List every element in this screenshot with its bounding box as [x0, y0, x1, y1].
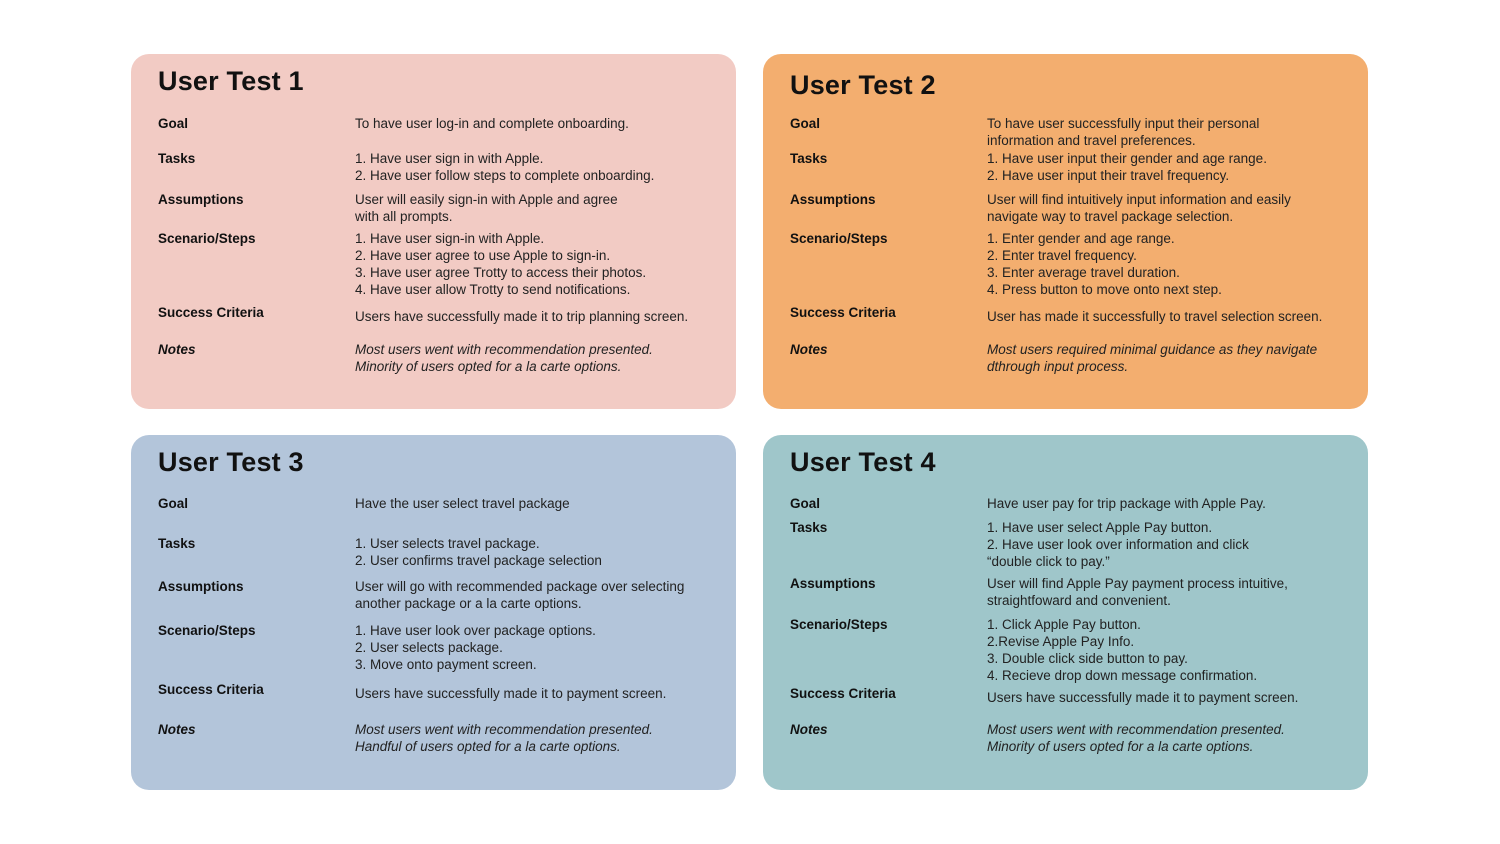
tasks-line: “double click to pay.”	[987, 554, 1110, 569]
success-criteria-line: Users have successfully made it to payment screen.	[355, 686, 667, 701]
assumptions-label: Assumptions	[790, 192, 876, 207]
goal-line: Have user pay for trip package with Apple Pay.	[987, 496, 1266, 511]
scenario-steps-value	[987, 230, 1357, 298]
assumptions-label: Assumptions	[158, 579, 244, 594]
scenario-steps-value	[355, 230, 725, 298]
tasks-value	[987, 519, 1357, 570]
assumptions-line: another package or a la carte options.	[355, 596, 582, 611]
tasks-line: 2. Have user input their travel frequency.	[987, 168, 1230, 183]
success-criteria-line: Users have successfully made it to payment screen.	[987, 690, 1299, 705]
card-title: User Test 3	[158, 447, 304, 477]
notes-line: Minority of users opted for a la carte options.	[355, 359, 622, 374]
goal-line: To have user log-in and complete onboarding.	[355, 116, 629, 131]
user-test-card-3	[131, 435, 736, 790]
assumptions-value	[355, 191, 725, 225]
tasks-label: Tasks	[158, 536, 196, 551]
card-title: User Test 1	[158, 66, 304, 96]
assumptions-label: Assumptions	[790, 576, 876, 591]
tasks-label: Tasks	[790, 520, 828, 535]
assumptions-line: with all prompts.	[355, 209, 453, 224]
user-test-card-4	[763, 435, 1368, 790]
scenario-step-line: 2. User selects package.	[355, 640, 503, 655]
notes-line: Most users went with recommendation presented.	[355, 342, 653, 357]
tasks-line: 2. User confirms travel package selection	[355, 553, 602, 568]
tasks-value	[987, 150, 1357, 184]
tasks-line: 1. Have user sign in with Apple.	[355, 151, 544, 166]
goal-line: Have the user select travel package	[355, 496, 570, 511]
success-criteria-label: Success Criteria	[790, 305, 896, 320]
goal-line: To have user successfully input their personal	[987, 116, 1260, 131]
notes-line: Minority of users opted for a la carte options.	[987, 739, 1254, 754]
tasks-label: Tasks	[158, 151, 196, 166]
notes-value	[355, 341, 725, 375]
success-criteria-value	[355, 685, 725, 702]
scenario-steps-value	[987, 616, 1357, 684]
notes-label: Notes	[790, 342, 828, 357]
scenario-steps-label: Scenario/Steps	[790, 617, 888, 632]
notes-line: dthrough input process.	[987, 359, 1129, 374]
goal-value	[355, 495, 725, 512]
user-test-card-2	[763, 54, 1368, 409]
scenario-steps-label: Scenario/Steps	[158, 231, 256, 246]
success-criteria-value	[355, 308, 725, 325]
goal-value	[987, 495, 1357, 512]
assumptions-line: User will go with recommended package over selecting	[355, 579, 685, 594]
scenario-step-line: 2.Revise Apple Pay Info.	[987, 634, 1135, 649]
scenario-step-line: 4. Recieve drop down message confirmation.	[987, 668, 1258, 683]
scenario-step-line: 3. Enter average travel duration.	[987, 265, 1180, 280]
assumptions-line: straightfoward and convenient.	[987, 593, 1171, 608]
assumptions-value	[987, 191, 1357, 225]
notes-value	[987, 721, 1357, 755]
user-test-card-1	[131, 54, 736, 409]
scenario-step-line: 3. Move onto payment screen.	[355, 657, 537, 672]
goal-label: Goal	[790, 116, 821, 131]
scenario-step-line: 1. Have user sign-in with Apple.	[355, 231, 545, 246]
goal-label: Goal	[158, 116, 189, 131]
scenario-steps-label: Scenario/Steps	[790, 231, 888, 246]
scenario-step-line: 1. Click Apple Pay button.	[987, 617, 1141, 632]
tasks-line: 1. Have user select Apple Pay button.	[987, 520, 1213, 535]
tasks-value	[355, 150, 725, 184]
notes-line: Most users required minimal guidance as they navigate	[987, 342, 1318, 357]
notes-value	[987, 341, 1357, 375]
scenario-step-line: 1. Enter gender and age range.	[987, 231, 1175, 246]
tasks-line: 1. User selects travel package.	[355, 536, 540, 551]
scenario-steps-label: Scenario/Steps	[158, 623, 256, 638]
success-criteria-label: Success Criteria	[790, 686, 896, 701]
tasks-line: 2. Have user look over information and click	[987, 537, 1249, 552]
success-criteria-value	[987, 308, 1357, 325]
goal-label: Goal	[158, 496, 189, 511]
goal-label: Goal	[790, 496, 821, 511]
notes-line: Most users went with recommendation presented.	[987, 722, 1285, 737]
notes-label: Notes	[158, 722, 196, 737]
assumptions-value	[987, 575, 1357, 609]
card-title: User Test 2	[790, 70, 936, 100]
success-criteria-line: User has made it successfully to travel selection screen.	[987, 309, 1323, 324]
notes-label: Notes	[158, 342, 196, 357]
scenario-step-line: 3. Have user agree Trotty to access their photos.	[355, 265, 647, 280]
scenario-step-line: 3. Double click side button to pay.	[987, 651, 1188, 666]
assumptions-line: User will find Apple Pay payment process intuitive,	[987, 576, 1288, 591]
tasks-line: 2. Have user follow steps to complete onboarding.	[355, 168, 655, 183]
goal-value	[987, 115, 1357, 149]
card-title: User Test 4	[790, 447, 936, 477]
success-criteria-label: Success Criteria	[158, 682, 264, 697]
assumptions-line: navigate way to travel package selection.	[987, 209, 1234, 224]
goal-value	[355, 115, 725, 132]
scenario-steps-value	[355, 622, 725, 673]
tasks-line: 1. Have user input their gender and age range.	[987, 151, 1267, 166]
scenario-step-line: 1. Have user look over package options.	[355, 623, 596, 638]
scenario-step-line: 4. Press button to move onto next step.	[987, 282, 1222, 297]
scenario-step-line: 2. Have user agree to use Apple to sign-in.	[355, 248, 611, 263]
scenario-step-line: 4. Have user allow Trotty to send notifications.	[355, 282, 631, 297]
success-criteria-label: Success Criteria	[158, 305, 264, 320]
notes-line: Handful of users opted for a la carte options.	[355, 739, 621, 754]
success-criteria-value	[987, 689, 1357, 706]
notes-label: Notes	[790, 722, 828, 737]
assumptions-line: User will find intuitively input information and easily	[987, 192, 1291, 207]
goal-line: information and travel preferences.	[987, 133, 1196, 148]
assumptions-label: Assumptions	[158, 192, 244, 207]
assumptions-line: User will easily sign-in with Apple and agree	[355, 192, 618, 207]
scenario-step-line: 2. Enter travel frequency.	[987, 248, 1137, 263]
tasks-value	[355, 535, 725, 569]
notes-value	[355, 721, 725, 755]
tasks-label: Tasks	[790, 151, 828, 166]
notes-line: Most users went with recommendation presented.	[355, 722, 653, 737]
success-criteria-line: Users have successfully made it to trip planning screen.	[355, 309, 689, 324]
assumptions-value	[355, 578, 725, 612]
